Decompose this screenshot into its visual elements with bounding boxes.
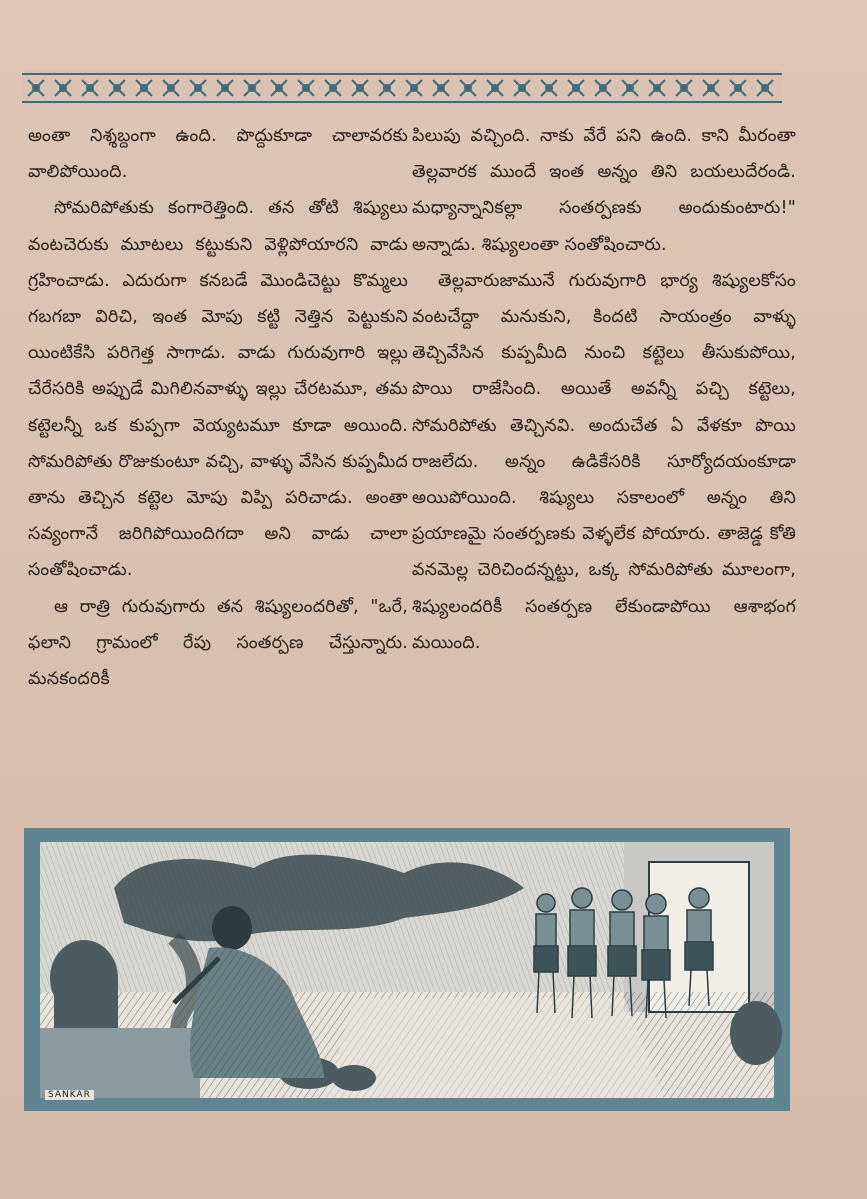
kitchen-scene-drawing [24, 828, 790, 1111]
paragraph: సోమరిపోతుకు కంగారెత్తింది. తన తోటి శిష్యులు వంటచెరుకు మూటలు కట్టుకుని వెళ్లిపోయారని వాడు గ్రహించాడు. ఎదురుగా కనబడే మొండిచెట్టు కొమ్మలు గబగబా విరిచి, ఇంత మోపు కట్టి నెత్తిన పెట్టుకుని యింటికేసి పరిగెత్త సాగాడు. వాడు గురువుగారి ఇల్లు చేరేసరికి అప్పుడే మిగిలినవాళ్ళు ఇల్లు చేరటమూ, తమ కట్టెలన్నీ ఒక కుప్పగా వెయ్యటమూ కూడా అయింది. సోమరిపోతు రొజుకుంటూ వచ్చి, వాళ్ళు వేసిన కుప్పమీద తాను తెచ్చిన కట్టెల మోపు విప్పి పరిచాడు. అంతా సవ్యంగానే జరిగిపోయిందిగదా అని వాడు చాలా సంతోషించాడు. [28, 198, 408, 581]
paragraph: పిలుపు వచ్చింది. నాకు వేరే పని ఉంది. కాని మీరంతా తెల్లవారక ముందే ఇంత అన్నం తిని బయలుదేరండి. మధ్యాన్నానికల్లా సంతర్పణకు అందుకుంటారు!" అన్నాడు. శిష్యులంతా సంతోషించారు. [412, 126, 796, 255]
artist-signature: SANKAR [45, 1090, 94, 1100]
decorative-border [22, 70, 782, 106]
story-illustration [24, 828, 790, 1111]
paragraph: తెల్లవారుజామునే గురువుగారి భార్య శిష్యులకోసం వంటచేద్దా మనుకుని, కిందటి సాయంత్రం వాళ్ళు తెచ్చివేసిన కుప్పమీది నుంచి కట్టెలు తీసుకుపోయి, పొయి రాజేసింది. అయితే అవన్నీ పచ్చి కట్టెలు, సోమరిపోతు తెచ్చినవి. అందుచేత ఏ వేళకూ పొయి రాజలేదు. అన్నం ఉడికేసరికి సూర్యోదయంకూడా అయిపోయింది. శిష్యులు సకాలంలో అన్నం తిని ప్రయాణమై సంతర్పణకు వెళ్ళలేక పోయారు. తాజెడ్డ కోతి వనమెల్ల చెరిచిందన్నట్టు, ఒక్క సోమరిపోతు మూలంగా, శిష్యులందరికీ సంతర్పణ లేకుండాపోయి ఆశాభంగ మయింది. [412, 270, 796, 653]
paragraph: ఆ రాత్రి గురువుగారు తన శిష్యులందరితో, "ఒరే, ఫలాని గ్రామంలో రేపు సంతర్పణ చేస్తున్నారు. మనకందరికీ [28, 596, 408, 690]
paragraph: అంతా నిశ్శబ్దంగా ఉంది. పొద్దుకూడా చాలావరకు వాలిపోయింది. [28, 126, 408, 183]
left-column [28, 118, 408, 697]
right-column [412, 118, 796, 661]
